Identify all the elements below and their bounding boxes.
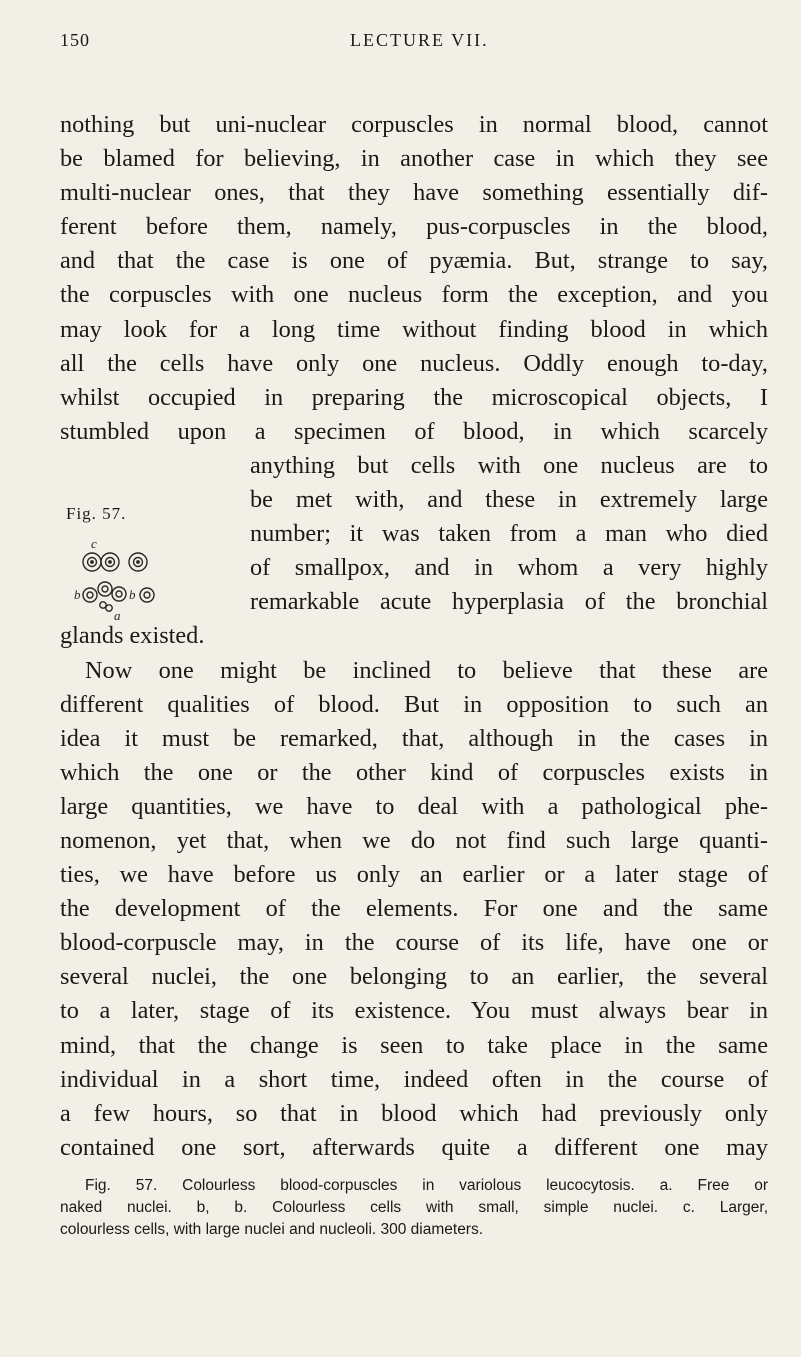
cell-large xyxy=(129,553,147,571)
label-a: a xyxy=(114,608,121,623)
text-line: remarkable acute hyperplasia of the bronchial xyxy=(250,588,768,616)
running-head: LECTURE VII. xyxy=(350,30,489,50)
text-line: blood-corpuscle may, in the course of its life, have one or xyxy=(60,929,768,957)
text-line: the development of the elements. For one and the same xyxy=(60,895,768,923)
text-line: nomenon, yet that, when we do not find such large quanti- xyxy=(60,826,768,854)
text-line: be blamed for believing, in another case in which they see xyxy=(60,145,768,173)
caption-line: colourless cells, with large nuclei and nucleoli. 300 diameters. xyxy=(60,1221,484,1238)
text-line: individual in a short time, indeed often in the course of xyxy=(60,1065,768,1093)
text-line: nothing but uni-nuclear corpuscles in normal blood, cannot xyxy=(60,111,768,138)
figure-caption xyxy=(60,1175,768,1241)
text-line: a few hours, so that in blood which had previously only xyxy=(60,1099,768,1127)
corpuscle-illustration xyxy=(74,532,234,624)
caption-line: Fig. 57. Colourless blood-corpuscles in variolous leucocytosis. a. Free or xyxy=(85,1177,768,1194)
text-line: ferent before them, namely, pus-corpuscles in the blood, xyxy=(60,213,768,241)
text-line: be met with, and these in extremely large xyxy=(250,486,768,514)
text-line: contained one sort, afterwards quite a different one may xyxy=(60,1133,768,1161)
text-line: mind, that the change is seen to take place in the same xyxy=(60,1031,768,1059)
text-line: different qualities of blood. But in opposition to such an xyxy=(60,690,768,718)
text-line: several nuclei, the one belonging to an earlier, the several xyxy=(60,963,768,991)
text-line: anything but cells with one nucleus are to xyxy=(250,451,768,479)
figure-57 xyxy=(60,504,250,628)
text-line: idea it must be remarked, that, although in the cases in xyxy=(60,724,768,752)
label-b: b xyxy=(74,587,81,602)
text-line: which the one or the other kind of corpuscles exists in xyxy=(60,758,768,786)
cell-large xyxy=(83,553,101,571)
label-b: b xyxy=(129,587,136,602)
text-line: of smallpox, and in whom a very highly xyxy=(250,554,768,582)
figure-label: Fig. 57. xyxy=(66,504,127,523)
text-line: Now one might be inclined to believe that these are xyxy=(85,656,768,684)
text-line: multi-nuclear ones, that they have something essentially dif- xyxy=(60,179,768,207)
free-nucleus xyxy=(106,605,112,611)
text-line: the corpuscles with one nucleus form the exception, and you xyxy=(60,281,768,309)
caption-line: naked nuclei. b, b. Colourless cells with small, simple nuclei. c. Larger, xyxy=(60,1199,768,1216)
cell-small xyxy=(112,587,126,601)
text-line: stumbled upon a specimen of blood, in which scarcely xyxy=(60,417,768,445)
text-line: all the cells have only one nucleus. Oddly enough to-day, xyxy=(60,349,768,377)
cell-small xyxy=(140,588,154,602)
text-line: large quantities, we have to deal with a pathological phe- xyxy=(60,792,768,820)
text-line: may look for a long time without finding blood in which xyxy=(60,315,768,343)
label-c: c xyxy=(91,536,97,551)
page-number: 150 xyxy=(60,30,90,50)
body-text xyxy=(60,108,768,1165)
text-line: and that the case is one of pyæmia. But, strange to say, xyxy=(60,247,768,275)
text-line: ties, we have before us only an earlier or a later stage of xyxy=(60,861,768,889)
cell-large xyxy=(101,553,119,571)
cell-small xyxy=(98,582,112,596)
text-line: number; it was taken from a man who died xyxy=(250,520,768,548)
page-header xyxy=(60,30,760,60)
cell-small xyxy=(83,588,97,602)
text-line: whilst occupied in preparing the microscopical objects, I xyxy=(60,383,768,411)
text-line: glands existed. xyxy=(60,622,205,650)
text-line: to a later, stage of its existence. You must always bear in xyxy=(60,997,768,1025)
